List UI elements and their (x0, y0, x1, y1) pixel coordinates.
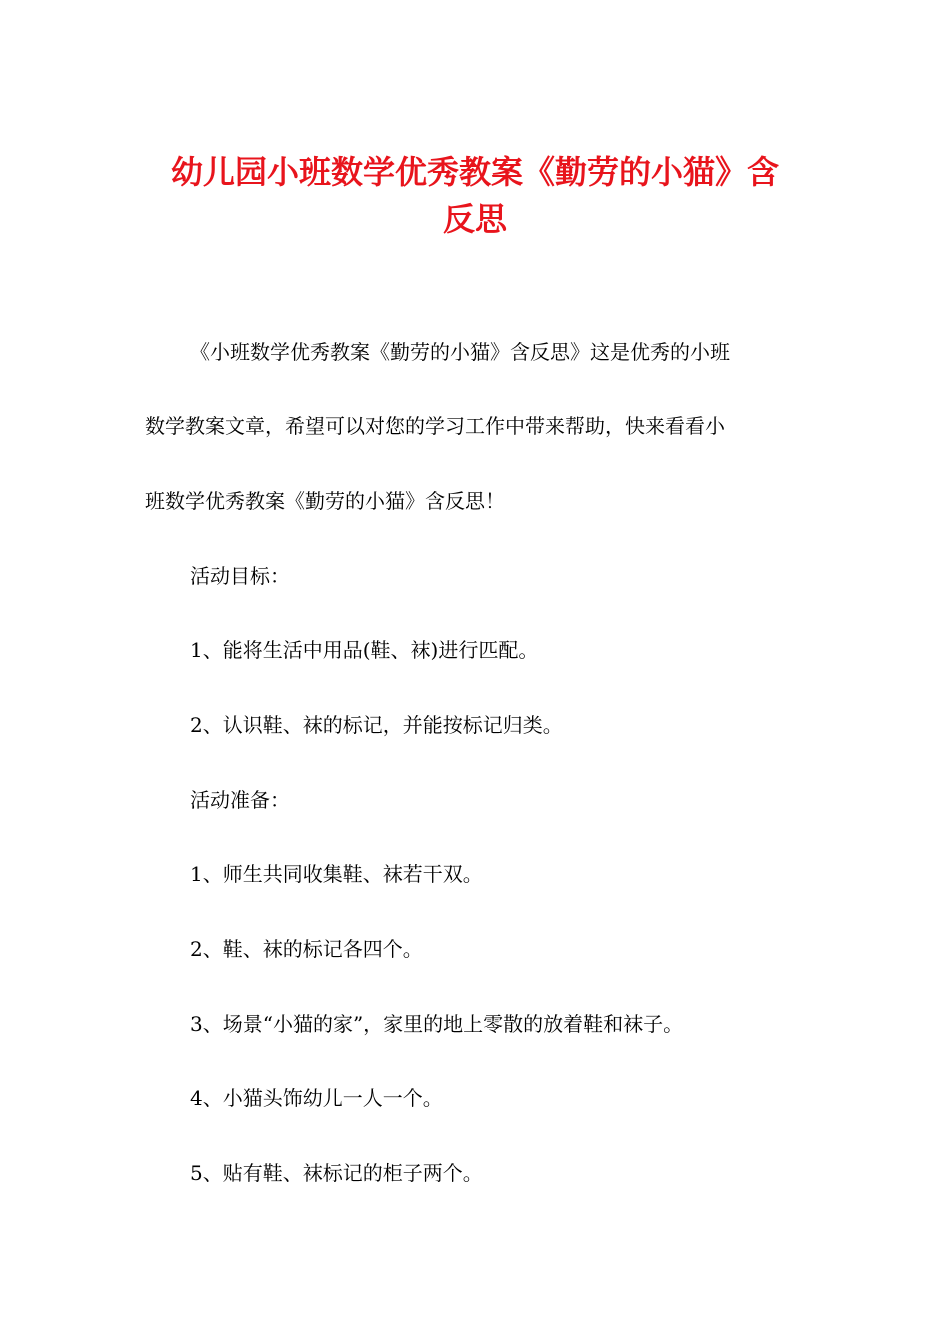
prep-item-5: 5、贴有鞋、袜标记的柜子两个。 (190, 1161, 483, 1185)
intro-line-2: 数学教案文章，希望可以对您的学习工作中带来帮助，快来看看小 (145, 414, 725, 438)
goal-item-1: 1、能将生活中用品(鞋、袜)进行匹配。 (190, 638, 539, 662)
prep-item-4: 4、小猫头饰幼儿一人一个。 (190, 1086, 443, 1110)
intro-line-3: 班数学优秀教案《勤劳的小猫》含反思！ (145, 489, 505, 513)
prep-item-3: 3、场景“小猫的家”，家里的地上零散的放着鞋和袜子。 (190, 1012, 684, 1036)
prep-item-2: 2、鞋、袜的标记各四个。 (190, 937, 423, 961)
intro-line-1: 《小班数学优秀教案《勤劳的小猫》含反思》这是优秀的小班 (190, 340, 730, 364)
goal-item-2: 2、认识鞋、袜的标记，并能按标记归类。 (190, 713, 563, 737)
prep-item-1: 1、师生共同收集鞋、袜若干双。 (190, 862, 483, 886)
prep-heading: 活动准备： (190, 788, 290, 812)
document-title-line-1: 幼儿园小班数学优秀教案《勤劳的小猫》含 (170, 153, 779, 191)
goals-heading: 活动目标： (190, 564, 290, 588)
document-title-line-2: 反思 (442, 200, 507, 238)
